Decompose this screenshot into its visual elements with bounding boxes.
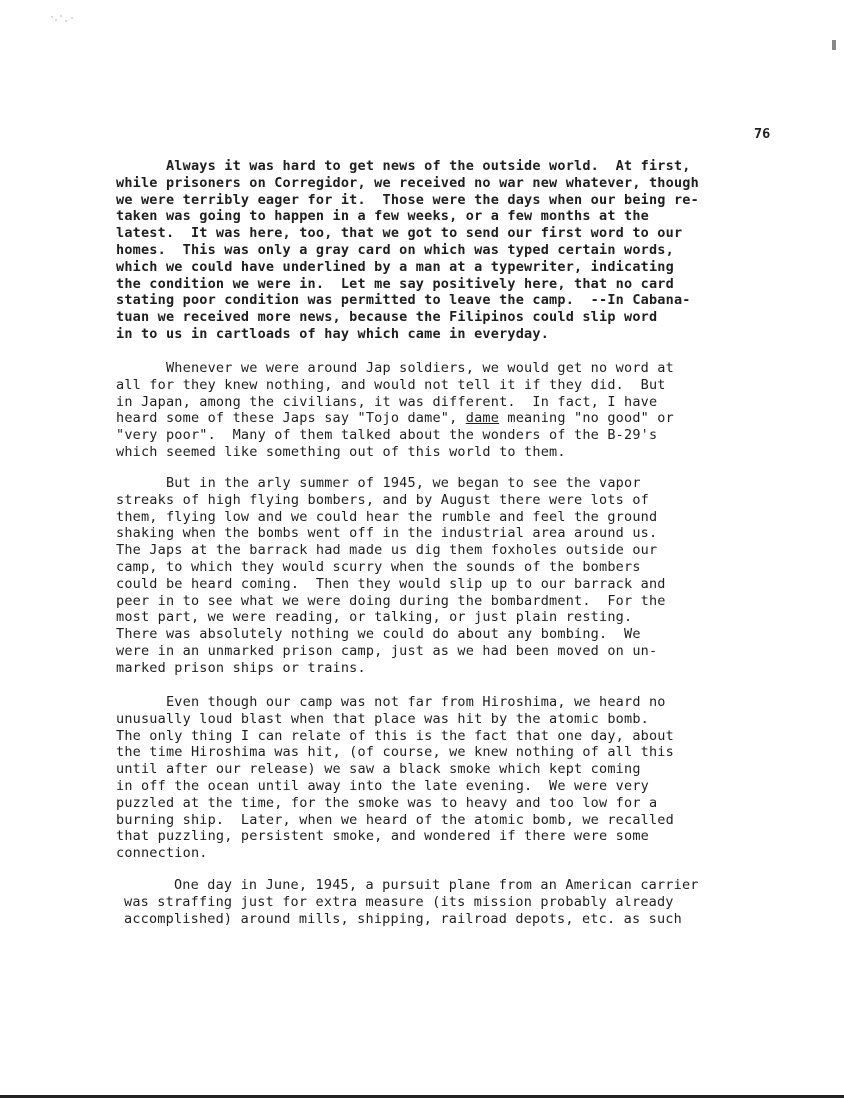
text-line: Even though our camp was not far from Hiroshima, we heard no <box>116 694 666 710</box>
text-line: the condition we were in. Let me say positively here, that no card <box>116 275 674 292</box>
text-line: shaking when the bombs went off in the industrial area around us. <box>116 525 658 542</box>
text-line: in Japan, among the civilians, it was different. In fact, I have <box>116 393 658 410</box>
paragraph-3 <box>116 475 666 677</box>
text-line: we were terribly eager for it. Those were the days when our being re- <box>116 191 699 208</box>
text-line: "very poor". Many of them talked about the wonders of the B-29's <box>116 427 658 444</box>
text-line: all for they knew nothing, and would not tell it if they did. But <box>116 376 666 393</box>
text-line: were in an unmarked prison camp, just as we had been moved on un- <box>116 642 658 659</box>
text-line: in to us in cartloads of hay which came in everyday. <box>116 325 550 342</box>
text-line: Whenever we were around Jap soldiers, we would get no word at <box>116 360 674 376</box>
text-line: taken was going to happen in a few weeks, or a few months at the <box>116 208 649 225</box>
text-line: streaks of high flying bombers, and by August there were lots of <box>116 491 649 508</box>
text-segment: heard some of these Japs say "Tojo dame", <box>116 410 466 427</box>
text-line: Always it was hard to get news of the outside world. At first, <box>116 158 691 174</box>
text-line: while prisoners on Corregidor, we received no war new whatever, though <box>116 174 699 191</box>
text-line: One day in June, 1945, a pursuit plane from an American carrier <box>124 877 699 893</box>
text-line <box>116 410 674 427</box>
text-line: The Japs at the barrack had made us dig them foxholes outside our <box>116 542 658 559</box>
text-line: There was absolutely nothing we could do about any bombing. We <box>116 626 641 643</box>
text-line: until after our release) we saw a black smoke which kept coming <box>116 761 641 778</box>
paragraph-1 <box>116 158 699 343</box>
text-line: most part, we were reading, or talking, or just plain resting. <box>116 609 633 626</box>
text-line: latest. It was here, too, that we got to send our first word to our <box>116 225 683 242</box>
text-line: unusually loud blast when that place was hit by the atomic bomb. <box>116 710 649 727</box>
paragraph-5 <box>124 877 699 927</box>
text-segment: meaning "no good" or <box>499 410 674 427</box>
text-line: them, flying low and we could hear the rumble and feel the ground <box>116 508 658 525</box>
text-line: burning ship. Later, when we heard of the atomic bomb, we recalled <box>116 811 674 828</box>
text-line: But in the arly summer of 1945, we began to see the vapor <box>116 475 641 491</box>
text-line: puzzled at the time, for the smoke was to heavy and too low for a <box>116 794 658 811</box>
text-line: which seemed like something out of this world to them. <box>116 443 566 460</box>
paragraph-2 <box>116 360 674 461</box>
text-line: peer in to see what we were doing during the bombardment. For the <box>116 592 666 609</box>
text-line: the time Hiroshima was hit, (of course, we knew nothing of all this <box>116 744 674 761</box>
paragraph-4 <box>116 694 674 862</box>
text-line: stating poor condition was permitted to leave the camp. --In Cabana- <box>116 292 691 309</box>
text-line: which we could have underlined by a man at a typewriter, indicating <box>116 258 674 275</box>
scan-mark <box>832 40 836 50</box>
page-number: 76 <box>754 126 771 142</box>
text-line: accomplished) around mills, shipping, railroad depots, etc. as such <box>124 910 682 927</box>
page-bottom-edge <box>0 1095 844 1098</box>
text-line: homes. This was only a gray card on which was typed certain words, <box>116 241 674 258</box>
text-line: could be heard coming. Then they would slip up to our barrack and <box>116 575 666 592</box>
scan-smudge-icon <box>46 12 80 30</box>
text-line: camp, to which they would scurry when the sounds of the bombers <box>116 558 641 575</box>
underlined-word: dame <box>465 410 500 427</box>
text-line: connection. <box>116 845 208 862</box>
text-line: The only thing I can relate of this is the fact that one day, about <box>116 727 674 744</box>
text-line: was straffing just for extra measure (its mission probably already <box>124 893 674 910</box>
text-line: that puzzling, persistent smoke, and wondered if there were some <box>116 828 649 845</box>
text-line: tuan we received more news, because the Filipinos could slip word <box>116 309 658 326</box>
text-line: in off the ocean until away into the late evening. We were very <box>116 777 649 794</box>
text-line: marked prison ships or trains. <box>116 659 366 676</box>
